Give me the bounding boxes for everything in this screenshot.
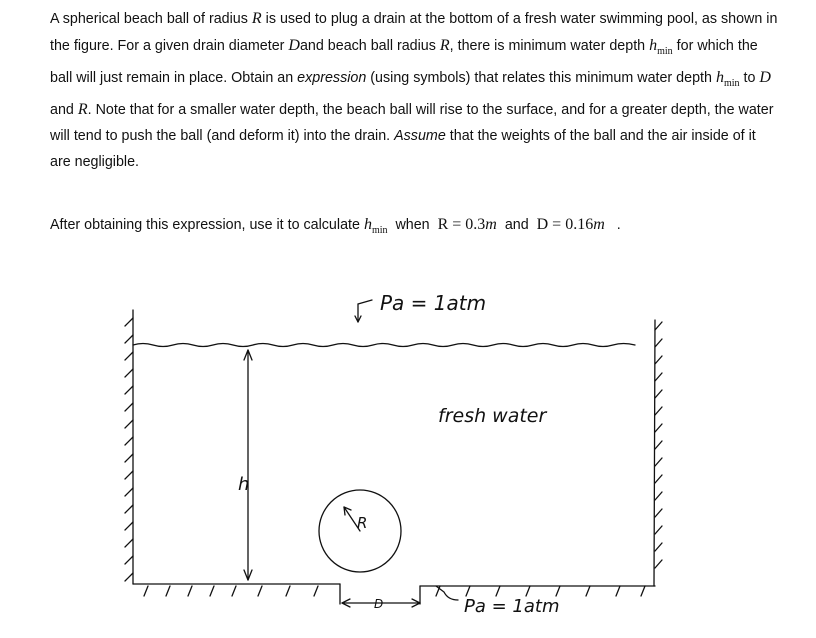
left-wall-hatching [125, 318, 133, 581]
symbol-R: R [251, 10, 262, 27]
symbol-h: h [649, 36, 658, 54]
fresh-water-label: fresh water [438, 405, 547, 427]
floor-hatching [144, 586, 645, 596]
text-run: A spherical beach ball of radius [50, 11, 248, 27]
unit-m: m [485, 216, 497, 233]
subscript-min: min [723, 77, 740, 89]
text-run: when [395, 217, 430, 233]
value-R: R = 0.3 [437, 216, 486, 233]
pa-top-label: Pa = 1atm [380, 291, 487, 315]
symbol-R: R [439, 36, 450, 54]
emphasis-assume: Assume [394, 127, 446, 144]
text-run: to [743, 69, 756, 86]
symbol-D: D [288, 36, 300, 54]
pa-bottom-label: Pa = 1atm [464, 596, 560, 617]
emphasis-expression: expression [297, 69, 367, 86]
symbol-D: D [759, 68, 771, 86]
subscript-min: min [657, 45, 673, 57]
text-run: for which the ball will just remain in place. Obtain an [50, 37, 758, 86]
drain-label-D: D [374, 597, 384, 611]
right-wall-hatching [655, 322, 662, 568]
symbol-h: h [715, 68, 724, 86]
radius-label-R: R [357, 514, 368, 532]
symbol-R: R [77, 100, 88, 118]
water-surface [133, 344, 635, 347]
unit-m: m [593, 216, 605, 233]
text-run: is used to plug a drain at the bottom of a fresh water swimming pool, as shown in the figure. For a given drain diameter [50, 11, 778, 54]
text-run: that the weights of the ball and the air inside of it are negligible. [50, 127, 756, 170]
text-run: (using symbols) that relates this minimum water depth [370, 69, 712, 86]
text-run: and [50, 101, 74, 118]
text-run: , there is minimum water depth [449, 37, 646, 54]
pool-right-wall [654, 320, 655, 586]
text-run: and beach ball radius [299, 37, 436, 54]
text-run: . Note that for a smaller water depth, the beach ball will rise to the surface, and for a greater depth, the water will tend to push the ball (and deform it) into the drain. [50, 101, 774, 144]
text-run: and [504, 217, 529, 233]
text-run: After obtaining this expression, use it to calculate [50, 217, 360, 233]
subscript-min: min [371, 225, 388, 236]
symbol-h: h [363, 216, 372, 233]
value-D: D = 0.16 [536, 216, 594, 233]
depth-label-h: h [238, 474, 250, 495]
pa-bottom-pointer [436, 586, 458, 600]
text-run: . [616, 217, 621, 233]
pool-floor [133, 584, 655, 586]
